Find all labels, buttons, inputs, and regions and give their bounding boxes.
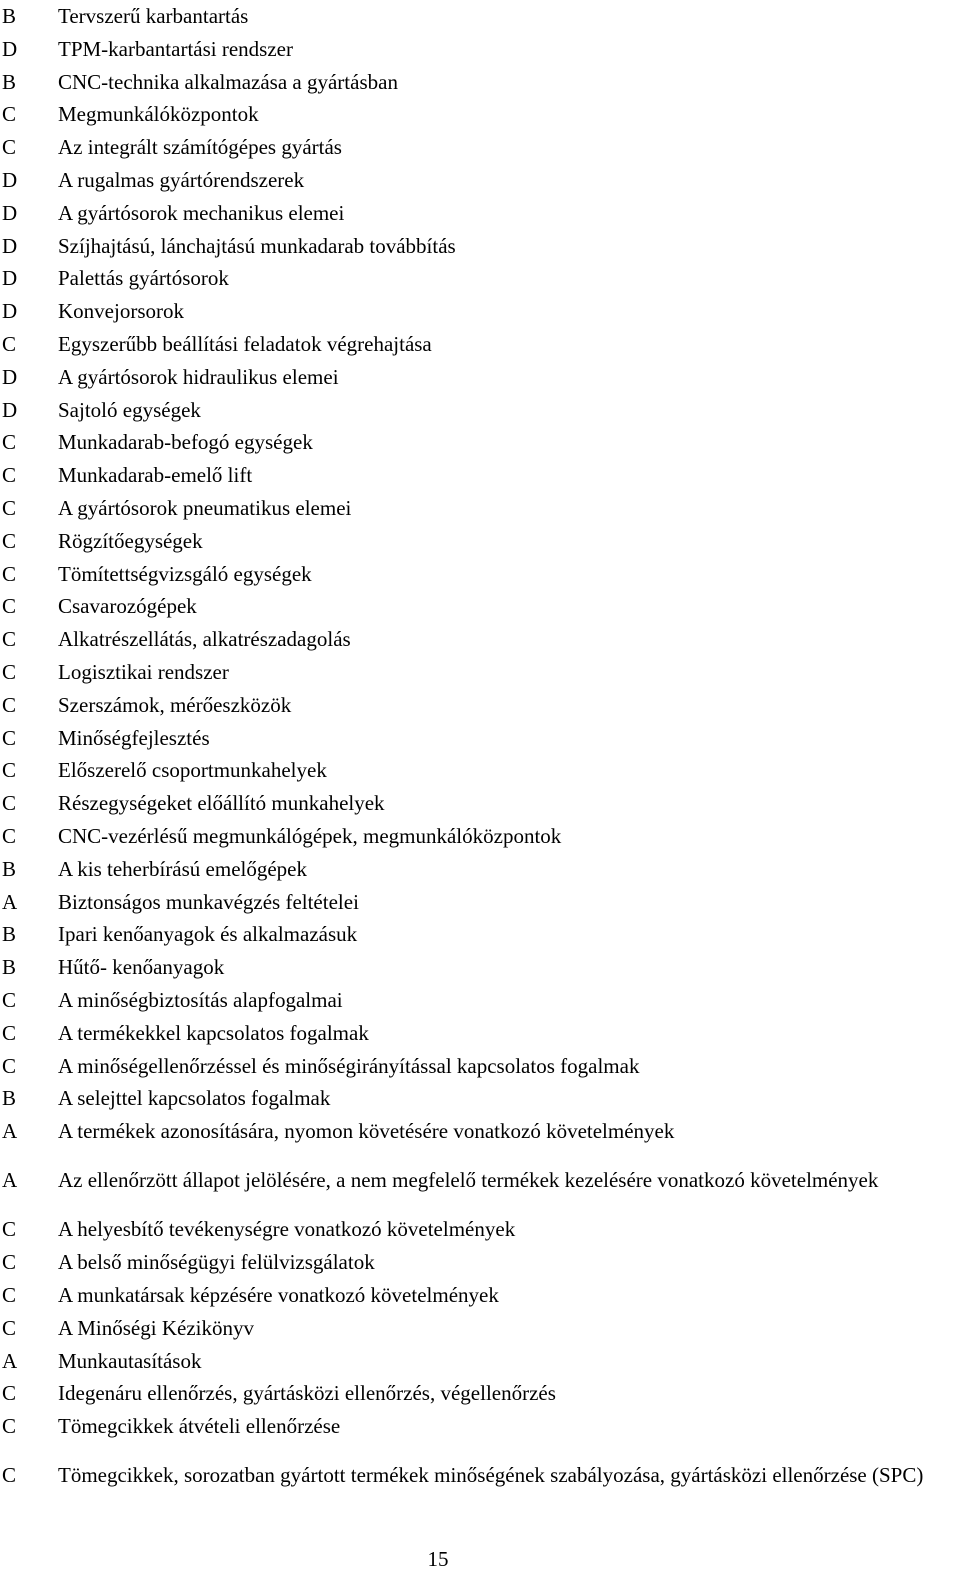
- level-letter: D: [2, 200, 18, 225]
- topic-text: Munkautasítások: [58, 1348, 202, 1373]
- topic-row: [0, 1213, 960, 1246]
- topic-row: [0, 853, 960, 886]
- topic-text: A kis teherbírású emelőgépek: [58, 856, 308, 881]
- level-letter: C: [2, 495, 17, 520]
- topic-text: A gyártósorok pneumatikus elemei: [58, 495, 352, 520]
- level-letter: B: [2, 69, 17, 94]
- topic-text: Megmunkálóközpontok: [58, 102, 259, 127]
- topic-text: A termékekkel kapcsolatos fogalmak: [58, 1020, 369, 1045]
- level-letter: C: [2, 331, 17, 356]
- topic-text: Alkatrészellátás, alkatrészadagolás: [58, 627, 351, 652]
- topic-row: [0, 918, 960, 951]
- topic-row: [0, 492, 960, 525]
- level-letter: C: [2, 758, 17, 783]
- topic-row: [0, 820, 960, 853]
- topic-text: Munkadarab-befogó egységek: [58, 430, 313, 455]
- topic-row: [0, 1377, 960, 1410]
- topic-text: Hűtő- kenőanyagok: [58, 955, 225, 980]
- topic-text: Ipari kenőanyagok és alkalmazásuk: [58, 922, 358, 947]
- level-letter: C: [2, 102, 17, 127]
- topic-row: [0, 230, 960, 263]
- topic-text: Palettás gyártósorok: [58, 266, 229, 291]
- level-letter: C: [2, 1414, 17, 1439]
- topic-row: [0, 426, 960, 459]
- level-letter: D: [2, 266, 18, 291]
- topic-text: A rugalmas gyártórendszerek: [58, 167, 305, 192]
- level-letter: B: [2, 856, 17, 881]
- topic-text: Szerszámok, mérőeszközök: [58, 692, 292, 717]
- topic-row: [0, 1443, 960, 1509]
- topic-text: Az ellenőrzött állapot jelölésére, a nem megfelelő termékek kezelésére vonatkozó követelmények: [58, 1168, 879, 1193]
- level-letter: C: [2, 1283, 17, 1308]
- level-letter: C: [2, 987, 17, 1012]
- topic-row: [0, 525, 960, 558]
- topic-row: [0, 1246, 960, 1279]
- level-letter: A: [2, 1168, 18, 1193]
- topic-row: [0, 33, 960, 66]
- topic-row: [0, 1345, 960, 1378]
- level-letter: A: [2, 1119, 18, 1144]
- topic-row: [0, 951, 960, 984]
- topic-row: [0, 66, 960, 99]
- topic-row: [0, 754, 960, 787]
- topic-row: [0, 1115, 960, 1148]
- topic-text: Tömítettségvizsgáló egységek: [58, 561, 312, 586]
- topic-row: [0, 984, 960, 1017]
- level-letter: C: [2, 627, 17, 652]
- topic-text: A gyártósorok hidraulikus elemei: [58, 364, 339, 389]
- level-letter: C: [2, 692, 17, 717]
- topic-text: Munkadarab-emelő lift: [58, 463, 253, 488]
- level-letter: D: [2, 397, 18, 422]
- topic-row: [0, 722, 960, 755]
- topic-text: A helyesbítő tevékenységre vonatkozó követelmények: [58, 1217, 516, 1242]
- topic-row: [0, 590, 960, 623]
- topic-text: Sajtoló egységek: [58, 397, 201, 422]
- level-letter: C: [2, 725, 17, 750]
- topic-text: Logisztikai rendszer: [58, 659, 229, 684]
- topic-row: [0, 558, 960, 591]
- topic-row: [0, 131, 960, 164]
- topic-row: [0, 394, 960, 427]
- topic-text: Tömegcikkek, sorozatban gyártott termékek minőségének szabályozása, gyártásközi ellenőrzése (SPC): [58, 1463, 924, 1488]
- level-letter: C: [2, 1463, 17, 1488]
- topic-text: Idegenáru ellenőrzés, gyártásközi ellenőrzés, végellenőrzés: [58, 1381, 556, 1406]
- level-letter: C: [2, 594, 17, 619]
- topic-text: Tervszerű karbantartás: [58, 4, 249, 28]
- topic-text: CNC-technika alkalmazása a gyártásban: [58, 69, 398, 94]
- level-letter: C: [2, 1217, 17, 1242]
- topic-text: A munkatársak képzésére vonatkozó követelmények: [58, 1283, 499, 1308]
- topic-row: [0, 361, 960, 394]
- topic-row: [0, 197, 960, 230]
- level-letter: C: [2, 1053, 17, 1078]
- topic-text: Minőségfejlesztés: [58, 725, 210, 750]
- level-letter: D: [2, 364, 18, 389]
- topic-row: [0, 787, 960, 820]
- topic-text: Szíjhajtású, lánchajtású munkadarab továbbítás: [58, 233, 456, 258]
- topic-text: Csavarozógépek: [58, 594, 197, 619]
- topic-text: CNC-vezérlésű megmunkálógépek, megmunkálóközpontok: [58, 823, 562, 848]
- topic-row: [0, 1410, 960, 1443]
- topic-row: [0, 656, 960, 689]
- topic-text: TPM-karbantartási rendszer: [58, 36, 293, 61]
- level-letter: C: [2, 1315, 17, 1340]
- topic-text: Rögzítőegységek: [58, 528, 203, 553]
- topic-row: [0, 1050, 960, 1083]
- topic-row: [0, 1148, 960, 1214]
- topic-row: [0, 98, 960, 131]
- topic-row: [0, 0, 960, 33]
- topic-row: [0, 295, 960, 328]
- level-letter: C: [2, 561, 17, 586]
- page-number: 15: [427, 1547, 449, 1571]
- level-letter: B: [2, 4, 17, 28]
- level-letter: C: [2, 791, 17, 816]
- topic-text: Előszerelő csoportmunkahelyek: [58, 758, 327, 783]
- level-letter: D: [2, 167, 18, 192]
- level-letter: C: [2, 1381, 17, 1406]
- level-letter: C: [2, 823, 17, 848]
- topic-row: [0, 1279, 960, 1312]
- topic-text: A gyártósorok mechanikus elemei: [58, 200, 345, 225]
- level-letter: C: [2, 1020, 17, 1045]
- level-letter: A: [2, 1348, 18, 1373]
- level-letter: C: [2, 135, 17, 160]
- level-letter: A: [2, 889, 18, 914]
- level-letter: C: [2, 1250, 17, 1275]
- topic-text: A minőségbiztosítás alapfogalmai: [58, 987, 343, 1012]
- topic-text: Tömegcikkek átvételi ellenőrzése: [58, 1414, 341, 1439]
- topic-text: A Minőségi Kézikönyv: [58, 1315, 254, 1340]
- topic-row: [0, 262, 960, 295]
- topic-text: A selejttel kapcsolatos fogalmak: [58, 1086, 331, 1111]
- topic-row: [0, 623, 960, 656]
- topic-text: A minőségellenőrzéssel és minőségirányítással kapcsolatos fogalmak: [58, 1053, 640, 1078]
- level-letter: C: [2, 659, 17, 684]
- level-letter: D: [2, 299, 18, 324]
- topic-row: [0, 459, 960, 492]
- level-letter: D: [2, 233, 18, 258]
- topic-text: Részegységeket előállító munkahelyek: [58, 791, 385, 816]
- topic-row: [0, 1082, 960, 1115]
- topic-row: [0, 886, 960, 919]
- topic-row: [0, 164, 960, 197]
- level-letter: C: [2, 430, 17, 455]
- topic-row: [0, 689, 960, 722]
- topic-row: [0, 1312, 960, 1345]
- level-letter: B: [2, 922, 17, 947]
- level-letter: D: [2, 36, 18, 61]
- topic-text: Biztonságos munkavégzés feltételei: [58, 889, 359, 914]
- topic-text: Az integrált számítógépes gyártás: [58, 135, 342, 160]
- level-letter: C: [2, 528, 17, 553]
- topic-text: Egyszerűbb beállítási feladatok végrehajtása: [58, 331, 432, 356]
- level-letter: C: [2, 463, 17, 488]
- topic-row: [0, 328, 960, 361]
- topic-text: Konvejorsorok: [58, 299, 184, 324]
- topic-row: [0, 1017, 960, 1050]
- topic-text: A termékek azonosítására, nyomon követésére vonatkozó követelmények: [58, 1119, 675, 1144]
- level-letter: B: [2, 1086, 17, 1111]
- topic-text: A belső minőségügyi felülvizsgálatok: [58, 1250, 375, 1275]
- level-letter: B: [2, 955, 17, 980]
